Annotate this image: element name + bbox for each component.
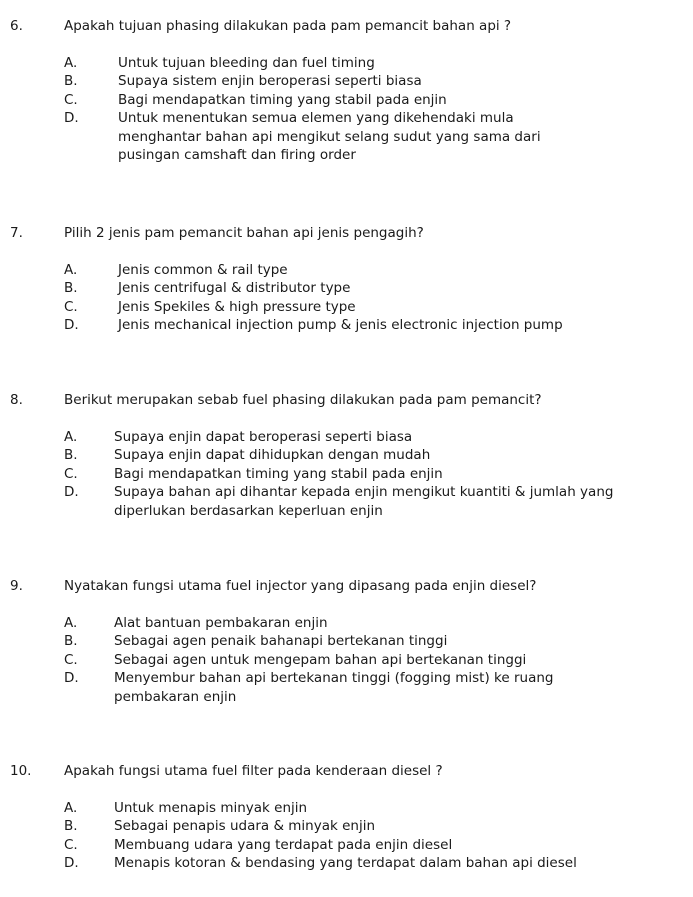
option-a[interactable] <box>0 54 693 72</box>
option-b[interactable] <box>0 72 693 90</box>
option-text: Bagi mendapatkan timing yang stabil pada enjin <box>114 465 443 482</box>
question-8 <box>0 392 693 520</box>
option-c[interactable] <box>0 836 693 854</box>
option-letter: A. <box>64 262 78 278</box>
question-text: Nyatakan fungsi utama fuel injector yang dipasang pada enjin diesel? <box>64 578 537 594</box>
option-text: Supaya sistem enjin beroperasi seperti biasa <box>118 73 422 90</box>
option-letter: C. <box>64 298 78 315</box>
option-d[interactable] <box>0 483 693 520</box>
question-number: 6. <box>10 18 23 34</box>
question-number: 7. <box>10 225 23 241</box>
option-text-line-1: Menyembur bahan api bertekanan tinggi (fogging mist) ke ruang <box>114 670 554 687</box>
option-text: Supaya enjin dapat dihidupkan dengan mudah <box>114 447 431 464</box>
option-text: Jenis Spekiles & high pressure type <box>118 298 356 315</box>
question-number: 10. <box>10 763 32 779</box>
option-d[interactable] <box>0 109 693 164</box>
option-b[interactable] <box>0 446 693 464</box>
option-c[interactable] <box>0 298 693 316</box>
question-9 <box>0 578 693 706</box>
question-text: Apakah fungsi utama fuel filter pada kenderaan diesel ? <box>64 763 443 779</box>
option-a[interactable] <box>0 614 693 632</box>
option-text: Supaya enjin dapat beroperasi seperti biasa <box>114 429 413 445</box>
option-d[interactable] <box>0 669 693 706</box>
option-letter: A. <box>64 800 78 816</box>
option-letter: D. <box>64 670 79 687</box>
option-letter: B. <box>64 73 78 90</box>
question-7 <box>0 225 693 335</box>
option-text-line-3: pusingan camshaft dan firing order <box>118 147 356 164</box>
question-number: 8. <box>10 392 23 408</box>
option-text: Sebagai agen penaik bahanapi bertekanan tinggi <box>114 633 448 650</box>
option-b[interactable] <box>0 817 693 835</box>
option-letter: D. <box>64 110 79 127</box>
option-c[interactable] <box>0 91 693 109</box>
option-text-line-2: diperlukan berdasarkan keperluan enjin <box>114 502 383 519</box>
question-text: Berikut merupakan sebab fuel phasing dilakukan pada pam pemancit? <box>64 392 542 408</box>
option-b[interactable] <box>0 632 693 650</box>
option-text: Sebagai agen untuk mengepam bahan api bertekanan tinggi <box>114 651 527 668</box>
option-text: Sebagai penapis udara & minyak enjin <box>114 818 376 835</box>
option-letter: B. <box>64 280 78 297</box>
option-text: Untuk tujuan bleeding dan fuel timing <box>118 55 375 71</box>
question-text: Apakah tujuan phasing dilakukan pada pam pemancit bahan api ? <box>64 18 512 34</box>
option-text: Jenis common & rail type <box>118 262 288 278</box>
option-letter: D. <box>64 317 79 334</box>
option-text: Untuk menapis minyak enjin <box>114 800 308 816</box>
option-letter: C. <box>64 91 78 108</box>
option-text: Jenis mechanical injection pump & jenis electronic injection pump <box>118 317 563 334</box>
option-text-line-2: menghantar bahan api mengikut selang sudut yang sama dari <box>118 128 541 145</box>
option-letter: A. <box>64 55 78 71</box>
option-letter: D. <box>64 484 79 501</box>
option-text-line-1: Supaya bahan api dihantar kepada enjin mengikut kuantiti & jumlah yang <box>114 484 614 501</box>
option-text: Jenis centrifugal & distributor type <box>118 280 351 297</box>
option-letter: B. <box>64 447 78 464</box>
question-text: Pilih 2 jenis pam pemancit bahan api jenis pengagih? <box>64 225 424 241</box>
question-number: 9. <box>10 578 23 594</box>
option-text: Membuang udara yang terdapat pada enjin diesel <box>114 836 453 853</box>
option-letter: A. <box>64 615 78 631</box>
option-text: Bagi mendapatkan timing yang stabil pada enjin <box>118 91 447 108</box>
option-letter: C. <box>64 465 78 482</box>
question-6 <box>0 18 693 164</box>
option-letter: C. <box>64 651 78 668</box>
question-10 <box>0 763 693 873</box>
option-text: Menapis kotoran & bendasing yang terdapat dalam bahan api diesel <box>114 855 577 872</box>
option-letter: A. <box>64 429 78 445</box>
option-d[interactable] <box>0 316 693 334</box>
option-c[interactable] <box>0 465 693 483</box>
option-letter: C. <box>64 836 78 853</box>
option-letter: D. <box>64 855 79 872</box>
option-letter: B. <box>64 818 78 835</box>
option-b[interactable] <box>0 279 693 297</box>
option-a[interactable] <box>0 428 693 446</box>
option-text: Alat bantuan pembakaran enjin <box>114 615 328 631</box>
option-text-line-1: Untuk menentukan semua elemen yang dikehendaki mula <box>118 110 514 127</box>
option-a[interactable] <box>0 799 693 817</box>
option-a[interactable] <box>0 261 693 279</box>
option-d[interactable] <box>0 854 693 872</box>
option-text-line-2: pembakaran enjin <box>114 688 237 705</box>
option-c[interactable] <box>0 651 693 669</box>
option-letter: B. <box>64 633 78 650</box>
